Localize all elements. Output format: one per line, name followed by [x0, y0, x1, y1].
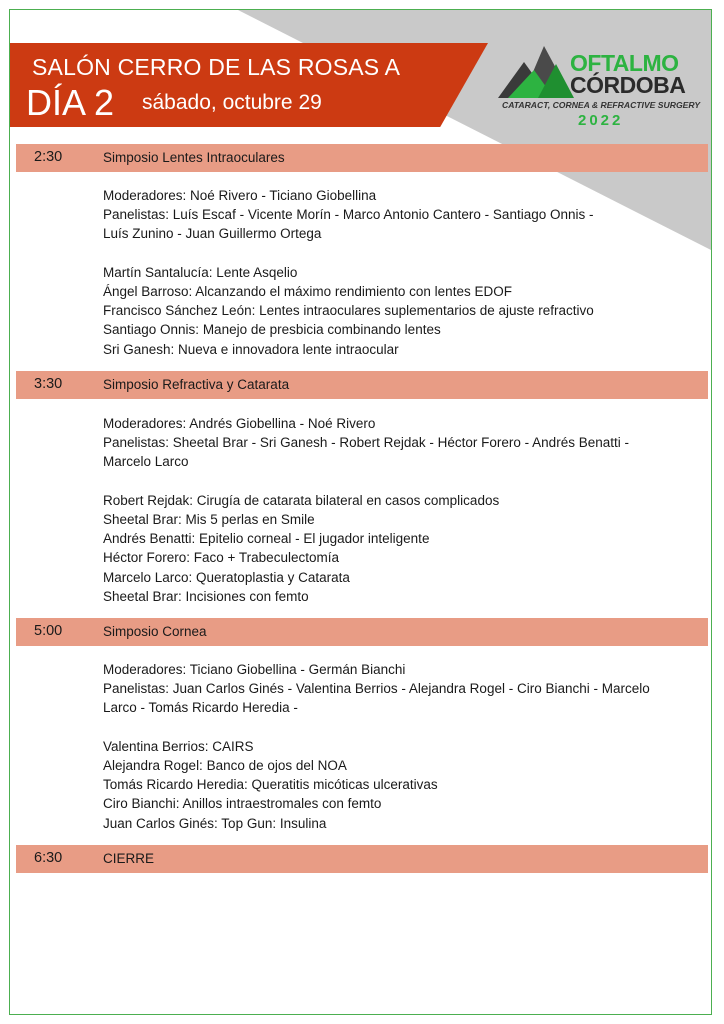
talk-item: Robert Rejdak: Cirugía de catarata bilateral en casos complicados	[103, 492, 500, 508]
panelists-line: Panelistas: Luís Escaf - Vicente Morín - Marco Antonio Cantero - Santiago Onnis -	[103, 207, 594, 223]
date-label: sábado, octubre 29	[142, 91, 322, 114]
panelists-line-cont: Luís Zunino - Juan Guillermo Ortega	[103, 226, 322, 242]
event-logo	[498, 40, 710, 132]
session-bar	[16, 618, 708, 646]
session-bar	[16, 144, 708, 172]
session-details	[103, 660, 650, 833]
talk-item: Francisco Sánchez León: Lentes intraoculares suplementarios de ajuste refractivo	[103, 303, 594, 319]
session-time: 6:30	[34, 850, 63, 866]
logo-line-cordoba: CÓRDOBA	[570, 72, 686, 98]
panelists-line-cont: Marcelo Larco	[103, 454, 189, 470]
talk-item: Alejandra Rogel: Banco de ojos del NOA	[103, 758, 347, 773]
talk-item: Ángel Barroso: Alcanzando el máximo rendimiento con lentes EDOF	[103, 284, 512, 299]
moderators-line: Moderadores: Noé Rivero - Ticiano Giobellina	[103, 188, 377, 203]
panelists-line: Panelistas: Sheetal Brar - Sri Ganesh - Robert Rejdak - Héctor Forero - Andrés Benatti -	[103, 435, 629, 451]
logo-year: 2022	[578, 112, 624, 129]
talk-item: Marcelo Larco: Queratoplastia y Catarata	[103, 569, 350, 585]
talk-item: Tomás Ricardo Heredia: Queratitis micóticas ulcerativas	[103, 777, 438, 793]
session-title: Simposio Lentes Intraoculares	[103, 150, 285, 165]
session-title: Simposio Refractiva y Catarata	[103, 377, 290, 392]
session-details	[103, 186, 594, 359]
talk-item: Ciro Bianchi: Anillos intraestromales con femto	[103, 796, 382, 812]
session-details	[103, 414, 629, 606]
moderators-line: Moderadores: Andrés Giobellina - Noé Rivero	[103, 416, 376, 431]
session-time: 5:00	[34, 623, 63, 639]
talk-item: Héctor Forero: Faco + Trabeculectomía	[103, 550, 339, 566]
session-title: CIERRE	[103, 851, 155, 866]
panelists-line-cont: Larco - Tomás Ricardo Heredia -	[103, 700, 298, 716]
talk-item: Valentina Berrios: CAIRS	[103, 738, 254, 754]
session-title: Simposio Cornea	[103, 624, 207, 639]
session-time: 3:30	[34, 376, 63, 392]
salon-title: SALÓN CERRO DE LAS ROSAS A	[32, 54, 401, 80]
logo-tagline: CATARACT, CORNEA & REFRACTIVE SURGERY	[502, 100, 701, 110]
talk-item: Sri Ganesh: Nueva e innovadora lente intraocular	[103, 341, 399, 357]
talk-item: Sheetal Brar: Mis 5 perlas en Smile	[103, 512, 315, 527]
day-label: DÍA 2	[26, 82, 115, 123]
moderators-line: Moderadores: Ticiano Giobellina - Germán Bianchi	[103, 662, 406, 677]
session-bar	[16, 371, 708, 399]
talk-item: Santiago Onnis: Manejo de presbicia combinando lentes	[103, 322, 441, 338]
session-time: 2:30	[34, 149, 63, 165]
logo-line-oftalmo: OFTALMO	[570, 50, 679, 76]
panelists-line: Panelistas: Juan Carlos Ginés - Valentina Berrios - Alejandra Rogel - Ciro Bianchi - Marcelo	[103, 681, 650, 697]
talk-item: Sheetal Brar: Incisiones con femto	[103, 588, 309, 604]
talk-item: Juan Carlos Ginés: Top Gun: Insulina	[103, 815, 327, 831]
talk-item: Martín Santalucía: Lente Asqelio	[103, 264, 298, 280]
talk-item: Andrés Benatti: Epitelio corneal - El jugador inteligente	[103, 531, 430, 547]
session-bar	[16, 845, 708, 873]
